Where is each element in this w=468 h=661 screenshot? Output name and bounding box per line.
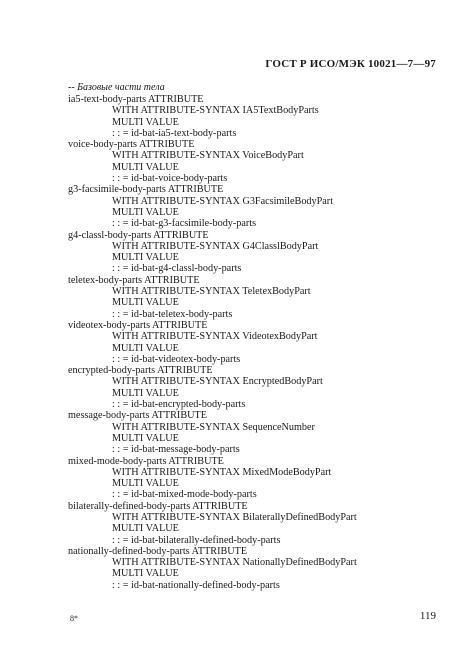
attribute-name: g4-classl-body-parts ATTRIBUTE bbox=[68, 229, 209, 241]
attribute-syntax: WITH ATTRIBUTE-SYNTAX MixedModeBodyPart bbox=[112, 466, 332, 478]
attribute-id: : : = id-bat-mixed-mode-body-parts bbox=[112, 489, 257, 501]
attribute-name: videotex-body-parts ATTRIBUTE bbox=[68, 319, 208, 331]
attribute-value: MULTI VALUE bbox=[112, 297, 179, 309]
section-comment: -- Базовые части тела bbox=[68, 82, 165, 93]
definition-ia5-text-body-parts bbox=[68, 94, 448, 139]
attribute-syntax: WITH ATTRIBUTE-SYNTAX EncryptedBodyPart bbox=[112, 376, 323, 388]
definition-mixed-mode-body-parts bbox=[68, 456, 448, 501]
attribute-name: g3-facsimile-body-parts ATTRIBUTE bbox=[68, 184, 224, 196]
definition-nationally-defined-body-parts bbox=[68, 546, 448, 591]
attribute-name: voice-body-parts ATTRIBUTE bbox=[68, 139, 195, 151]
attribute-value: MULTI VALUE bbox=[112, 342, 179, 354]
attribute-name: mixed-mode-body-parts ATTRIBUTE bbox=[68, 455, 224, 467]
attribute-syntax: WITH ATTRIBUTE-SYNTAX TeletexBodyPart bbox=[112, 286, 311, 298]
definition-message-body-parts bbox=[68, 410, 448, 455]
definition-voice-body-parts bbox=[68, 139, 448, 184]
attribute-id: : : = id-bat-nationally-defined-body-parts bbox=[112, 579, 280, 591]
attribute-id: : : = id-bat-g4-classl-body-parts bbox=[112, 263, 242, 275]
attribute-id: : : = id-bat-g3-facsimile-body-parts bbox=[112, 218, 257, 230]
attribute-name: nationally-defined-body-parts ATTRIBUTE bbox=[68, 545, 248, 557]
attribute-name: bilaterally-defined-body-parts ATTRIBUTE bbox=[68, 500, 248, 512]
definition-encrypted-body-parts bbox=[68, 365, 448, 410]
attribute-id: : : = id-bat-ia5-text-body-parts bbox=[112, 127, 237, 139]
signature-mark: 8* bbox=[70, 614, 78, 623]
definition-bilaterally-defined-body-parts bbox=[68, 501, 448, 546]
attribute-syntax: WITH ATTRIBUTE-SYNTAX VoiceBodyPart bbox=[112, 150, 304, 162]
definition-g3-facsimile-body-parts bbox=[68, 184, 448, 229]
attribute-value: MULTI VALUE bbox=[112, 161, 179, 173]
definition-teletex-body-parts bbox=[68, 275, 448, 320]
attribute-syntax: WITH ATTRIBUTE-SYNTAX IA5TextBodyParts bbox=[112, 105, 319, 117]
attribute-name: message-body-parts ATTRIBUTE bbox=[68, 410, 207, 422]
attribute-id: : : = id-bat-videotex-body-parts bbox=[112, 353, 241, 365]
definition-videotex-body-parts bbox=[68, 320, 448, 365]
attribute-id: : : = id-bat-bilaterally-defined-body-parts bbox=[112, 534, 281, 546]
page-number: 119 bbox=[419, 610, 436, 622]
attribute-value: MULTI VALUE bbox=[112, 523, 179, 535]
document-header: ГОСТ Р ИСО/МЭК 10021—7—97 bbox=[265, 58, 436, 70]
attribute-syntax: WITH ATTRIBUTE-SYNTAX SequenceNumber bbox=[112, 421, 315, 433]
attribute-syntax: WITH ATTRIBUTE-SYNTAX G3FacsimileBodyPart bbox=[112, 195, 334, 207]
definition-g4-classl-body-parts bbox=[68, 230, 448, 275]
attribute-name: encrypted-body-parts ATTRIBUTE bbox=[68, 365, 213, 377]
attribute-syntax: WITH ATTRIBUTE-SYNTAX NationallyDefinedBodyPart bbox=[112, 557, 357, 569]
attribute-value: MULTI VALUE bbox=[112, 432, 179, 444]
attribute-value: MULTI VALUE bbox=[112, 116, 179, 128]
attribute-id: : : = id-bat-teletex-body-parts bbox=[112, 308, 233, 320]
attribute-id: : : = id-bat-message-body-parts bbox=[112, 444, 240, 456]
attribute-value: MULTI VALUE bbox=[112, 387, 179, 399]
attribute-id: : : = id-bat-voice-body-parts bbox=[112, 173, 228, 185]
attribute-syntax: WITH ATTRIBUTE-SYNTAX VideotexBodyPart bbox=[112, 331, 318, 343]
attribute-value: MULTI VALUE bbox=[112, 206, 179, 218]
attribute-syntax: WITH ATTRIBUTE-SYNTAX G4ClasslBodyPart bbox=[112, 240, 319, 252]
attribute-name: teletex-body-parts ATTRIBUTE bbox=[68, 274, 200, 286]
attribute-value: MULTI VALUE bbox=[112, 478, 179, 490]
attribute-value: MULTI VALUE bbox=[112, 568, 179, 580]
attribute-name: ia5-text-body-parts ATTRIBUTE bbox=[68, 94, 204, 105]
attribute-syntax: WITH ATTRIBUTE-SYNTAX BilaterallyDefinedBodyPart bbox=[112, 511, 357, 523]
attribute-value: MULTI VALUE bbox=[112, 252, 179, 264]
attribute-id: : : = id-bat-encrypted-body-parts bbox=[112, 399, 246, 411]
asn1-definitions bbox=[68, 82, 448, 591]
